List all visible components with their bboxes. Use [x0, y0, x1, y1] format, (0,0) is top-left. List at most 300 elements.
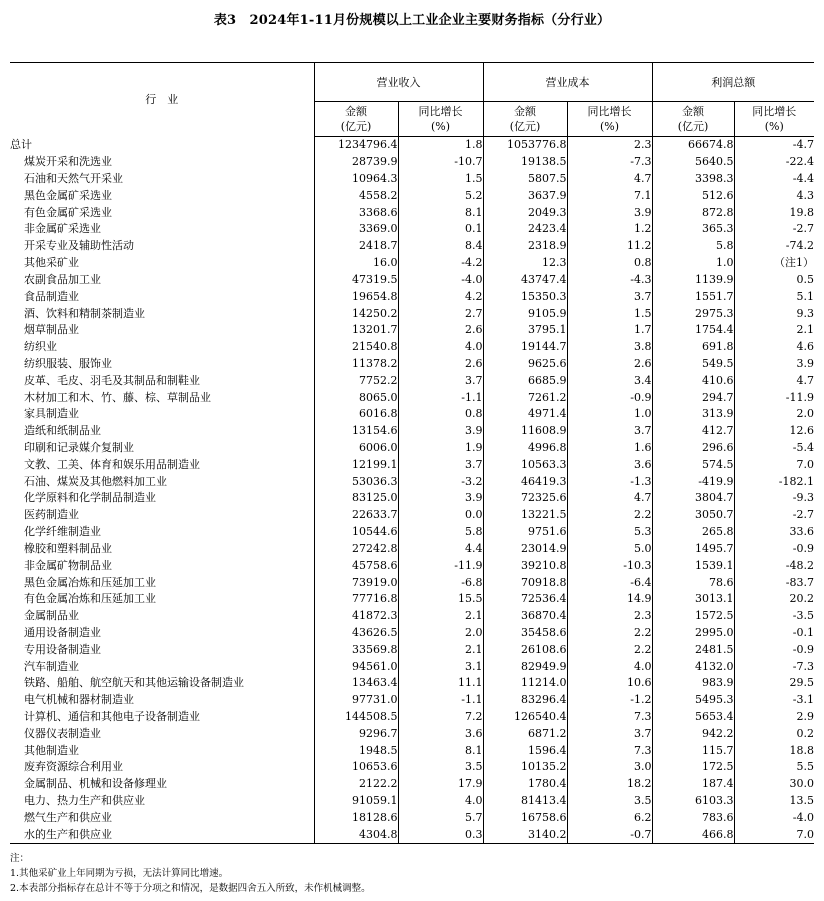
profit-amount-cell: 466.8	[652, 826, 734, 843]
table-row	[10, 608, 814, 625]
profit-growth-header: 同比增长 (%)	[734, 102, 814, 137]
industry-name: 有色金属矿采选业	[24, 205, 112, 219]
profit-amount-cell: 2995.0	[652, 625, 734, 642]
profit-amount-cell: 2975.3	[652, 305, 734, 322]
table-row	[10, 288, 814, 305]
profit-growth-cell: 13.5	[734, 793, 814, 810]
profit-amount-cell: 3398.3	[652, 171, 734, 188]
cost-growth-cell: -0.7	[567, 826, 652, 843]
profit-amount-cell: 1139.9	[652, 272, 734, 289]
revenue-amount-cell: 77716.8	[314, 591, 398, 608]
revenue-growth-cell: 2.1	[398, 608, 483, 625]
cost-growth-cell: 7.3	[567, 709, 652, 726]
profit-amount-cell: 5653.4	[652, 709, 734, 726]
industry-name: 印刷和记录媒介复制业	[24, 441, 134, 455]
cost-amount-cell: 5807.5	[483, 171, 567, 188]
revenue-growth-cell: 1.8	[398, 137, 483, 154]
profit-amount-cell: 5495.3	[652, 692, 734, 709]
profit-growth-cell: -83.7	[734, 574, 814, 591]
revenue-amount-cell: 13201.7	[314, 322, 398, 339]
revenue-growth-cell: 4.0	[398, 793, 483, 810]
table-row	[10, 137, 814, 154]
industry-name: 金属制品业	[24, 609, 79, 623]
industry-name: 化学原料和化学制品制造业	[24, 491, 156, 505]
revenue-growth-cell: 0.8	[398, 406, 483, 423]
revenue-growth-cell: -4.2	[398, 255, 483, 272]
industry-name: 文教、工美、体育和娱乐用品制造业	[24, 457, 200, 471]
table-row	[10, 742, 814, 759]
cost-growth-cell: 2.6	[567, 356, 652, 373]
profit-amount-cell: 549.5	[652, 356, 734, 373]
revenue-amount-cell: 9296.7	[314, 725, 398, 742]
profit-amount-cell: 294.7	[652, 389, 734, 406]
profit-growth-cell: -4.7	[734, 137, 814, 154]
cost-growth-cell: 3.7	[567, 288, 652, 305]
profit-growth-cell: 12.6	[734, 423, 814, 440]
profit-growth-cell: -2.7	[734, 507, 814, 524]
profit-growth-cell: -22.4	[734, 154, 814, 171]
table-row	[10, 154, 814, 171]
industry-name: 造纸和纸制品业	[24, 424, 101, 438]
cost-amount-cell: 7261.2	[483, 389, 567, 406]
industry-name: 铁路、船舶、航空航天和其他运输设备制造业	[24, 676, 244, 690]
profit-growth-cell: 7.0	[734, 826, 814, 843]
industry-name: 计算机、通信和其他电子设备制造业	[24, 710, 200, 724]
cost-amount-cell: 23014.9	[483, 541, 567, 558]
profit-growth-cell: -7.3	[734, 658, 814, 675]
table-row	[10, 725, 814, 742]
cost-amount-cell: 82949.9	[483, 658, 567, 675]
industry-name: 燃气生产和供应业	[24, 810, 112, 824]
profit-header: 利润总额	[652, 63, 814, 102]
revenue-growth-cell: 3.6	[398, 725, 483, 742]
profit-amount-cell: 512.6	[652, 187, 734, 204]
profit-amount-cell: 872.8	[652, 204, 734, 221]
cost-amount-cell: 11214.0	[483, 675, 567, 692]
cost-growth-cell: 4.7	[567, 490, 652, 507]
profit-amount-header: 金额 (亿元)	[652, 102, 734, 137]
revenue-growth-header: 同比增长 (%)	[398, 102, 483, 137]
revenue-growth-cell: -11.9	[398, 557, 483, 574]
cost-growth-cell: 4.0	[567, 658, 652, 675]
table-row	[10, 204, 814, 221]
revenue-amount-cell: 1234796.4	[314, 137, 398, 154]
cost-amount-cell: 11608.9	[483, 423, 567, 440]
industry-name: 家具制造业	[24, 407, 79, 421]
table-row	[10, 709, 814, 726]
revenue-amount-cell: 91059.1	[314, 793, 398, 810]
cost-growth-cell: -0.9	[567, 389, 652, 406]
cost-amount-cell: 39210.8	[483, 557, 567, 574]
profit-growth-cell: 33.6	[734, 524, 814, 541]
cost-growth-cell: 11.2	[567, 238, 652, 255]
revenue-amount-cell: 47319.5	[314, 272, 398, 289]
cost-growth-cell: 2.3	[567, 608, 652, 625]
revenue-amount-cell: 144508.5	[314, 709, 398, 726]
industry-name: 酒、饮料和精制茶制造业	[24, 306, 145, 320]
cost-growth-cell: 7.3	[567, 742, 652, 759]
cost-amount-cell: 70918.8	[483, 574, 567, 591]
cost-amount-cell: 2049.3	[483, 204, 567, 221]
revenue-growth-cell: -10.7	[398, 154, 483, 171]
table-row	[10, 507, 814, 524]
profit-growth-cell: 9.3	[734, 305, 814, 322]
table-row	[10, 557, 814, 574]
table-row	[10, 440, 814, 457]
cost-amount-cell: 43747.4	[483, 272, 567, 289]
profit-amount-cell: 66674.8	[652, 137, 734, 154]
profit-growth-cell: -0.1	[734, 625, 814, 642]
cost-amount-cell: 19138.5	[483, 154, 567, 171]
table-row	[10, 591, 814, 608]
profit-growth-cell: -11.9	[734, 389, 814, 406]
revenue-amount-cell: 10544.6	[314, 524, 398, 541]
revenue-amount-cell: 12199.1	[314, 456, 398, 473]
cost-growth-cell: 18.2	[567, 776, 652, 793]
table-row	[10, 625, 814, 642]
industry-name: 开采专业及辅助性活动	[24, 239, 134, 253]
cost-amount-cell: 4996.8	[483, 440, 567, 457]
industry-name: 食品制造业	[24, 289, 79, 303]
cost-amount-cell: 83296.4	[483, 692, 567, 709]
cost-amount-cell: 16758.6	[483, 810, 567, 827]
table-row	[10, 272, 814, 289]
industry-name: 石油和天然气开采业	[24, 172, 123, 186]
profit-amount-cell: 942.2	[652, 725, 734, 742]
industry-name: 化学纤维制造业	[24, 525, 101, 539]
industry-name: 专用设备制造业	[24, 642, 101, 656]
profit-amount-cell: 983.9	[652, 675, 734, 692]
profit-growth-cell: 20.2	[734, 591, 814, 608]
cost-growth-cell: 3.9	[567, 204, 652, 221]
revenue-amount-cell: 6016.8	[314, 406, 398, 423]
cost-growth-cell: 3.7	[567, 423, 652, 440]
industry-header: 行 业	[10, 63, 314, 137]
footnotes	[10, 851, 371, 896]
table-row	[10, 322, 814, 339]
cost-growth-cell: 1.7	[567, 322, 652, 339]
table-row	[10, 356, 814, 373]
revenue-growth-cell: 0.0	[398, 507, 483, 524]
industry-name: 汽车制造业	[24, 659, 79, 673]
industry-name: 医药制造业	[24, 508, 79, 522]
cost-amount-cell: 3795.1	[483, 322, 567, 339]
revenue-amount-cell: 13154.6	[314, 423, 398, 440]
cost-growth-cell: -10.3	[567, 557, 652, 574]
cost-amount-cell: 6871.2	[483, 725, 567, 742]
profit-amount-cell: 574.5	[652, 456, 734, 473]
cost-amount-cell: 6685.9	[483, 372, 567, 389]
revenue-growth-cell: 0.3	[398, 826, 483, 843]
profit-growth-cell: 7.0	[734, 456, 814, 473]
revenue-amount-cell: 10964.3	[314, 171, 398, 188]
revenue-amount-cell: 19654.8	[314, 288, 398, 305]
cost-growth-cell: -7.3	[567, 154, 652, 171]
profit-growth-cell: 4.7	[734, 372, 814, 389]
cost-growth-cell: 6.2	[567, 810, 652, 827]
revenue-growth-cell: -1.1	[398, 692, 483, 709]
profit-amount-cell: -419.9	[652, 473, 734, 490]
cost-growth-cell: 3.7	[567, 725, 652, 742]
table-row	[10, 389, 814, 406]
cost-amount-cell: 19144.7	[483, 339, 567, 356]
profit-growth-cell: 5.5	[734, 759, 814, 776]
cost-amount-cell: 1780.4	[483, 776, 567, 793]
profit-amount-cell: 1551.7	[652, 288, 734, 305]
cost-growth-cell: -1.2	[567, 692, 652, 709]
cost-growth-cell: 3.8	[567, 339, 652, 356]
table-row	[10, 305, 814, 322]
cost-amount-cell: 3140.2	[483, 826, 567, 843]
cost-growth-cell: -6.4	[567, 574, 652, 591]
profit-growth-cell: 19.8	[734, 204, 814, 221]
revenue-header: 营业收入	[314, 63, 483, 102]
revenue-growth-cell: 1.9	[398, 440, 483, 457]
revenue-growth-cell: 4.0	[398, 339, 483, 356]
profit-amount-cell: 1.0	[652, 255, 734, 272]
cost-amount-cell: 81413.4	[483, 793, 567, 810]
revenue-growth-cell: 17.9	[398, 776, 483, 793]
revenue-growth-cell: 4.4	[398, 541, 483, 558]
revenue-growth-cell: 2.7	[398, 305, 483, 322]
profit-amount-cell: 783.6	[652, 810, 734, 827]
table-row	[10, 221, 814, 238]
profit-growth-cell: 18.8	[734, 742, 814, 759]
cost-growth-cell: 2.2	[567, 625, 652, 642]
cost-amount-cell: 3637.9	[483, 187, 567, 204]
revenue-amount-cell: 2418.7	[314, 238, 398, 255]
profit-amount-cell: 1572.5	[652, 608, 734, 625]
profit-amount-cell: 265.8	[652, 524, 734, 541]
revenue-growth-cell: 11.1	[398, 675, 483, 692]
industry-name: 煤炭开采和洗选业	[24, 155, 112, 169]
revenue-amount-cell: 3368.6	[314, 204, 398, 221]
cost-growth-cell: 3.0	[567, 759, 652, 776]
cost-amount-cell: 13221.5	[483, 507, 567, 524]
industry-name: 非金属矿物制品业	[24, 558, 112, 572]
table-row	[10, 675, 814, 692]
profit-growth-cell: -0.9	[734, 541, 814, 558]
profit-growth-cell: -182.1	[734, 473, 814, 490]
table-row	[10, 238, 814, 255]
industry-name: 废弃资源综合利用业	[24, 760, 123, 774]
cost-growth-cell: 1.6	[567, 440, 652, 457]
cost-amount-cell: 126540.4	[483, 709, 567, 726]
industry-name: 烟草制品业	[24, 323, 79, 337]
revenue-amount-cell: 10653.6	[314, 759, 398, 776]
revenue-growth-cell: 3.7	[398, 372, 483, 389]
industry-name: 电气机械和器材制造业	[24, 693, 134, 707]
profit-amount-cell: 78.6	[652, 574, 734, 591]
cost-amount-cell: 46419.3	[483, 473, 567, 490]
table-row	[10, 372, 814, 389]
profit-amount-cell: 4132.0	[652, 658, 734, 675]
revenue-amount-cell: 43626.5	[314, 625, 398, 642]
revenue-growth-cell: -6.8	[398, 574, 483, 591]
table-row	[10, 524, 814, 541]
revenue-growth-cell: 0.1	[398, 221, 483, 238]
cost-amount-cell: 9751.6	[483, 524, 567, 541]
industry-name: 农副食品加工业	[24, 272, 101, 286]
profit-amount-cell: 410.6	[652, 372, 734, 389]
profit-growth-cell: 4.3	[734, 187, 814, 204]
revenue-amount-cell: 3369.0	[314, 221, 398, 238]
profit-amount-cell: 6103.3	[652, 793, 734, 810]
revenue-growth-cell: 7.2	[398, 709, 483, 726]
cost-growth-cell: 2.3	[567, 137, 652, 154]
revenue-growth-cell: 8.4	[398, 238, 483, 255]
revenue-growth-cell: 1.5	[398, 171, 483, 188]
note-1: 1.其他采矿业上年同期为亏损，无法计算同比增速。	[10, 868, 229, 879]
industry-name: 石油、煤炭及其他燃料加工业	[24, 474, 167, 488]
profit-growth-cell: 5.1	[734, 288, 814, 305]
table-row	[10, 541, 814, 558]
cost-amount-cell: 35458.6	[483, 625, 567, 642]
revenue-amount-cell: 18128.6	[314, 810, 398, 827]
table-row	[10, 406, 814, 423]
cost-growth-cell: 2.2	[567, 507, 652, 524]
cost-amount-cell: 12.3	[483, 255, 567, 272]
profit-amount-cell: 691.8	[652, 339, 734, 356]
profit-amount-cell: 365.3	[652, 221, 734, 238]
note-2: 2.本表部分指标存在总计不等于分项之和情况，是数据四舍五入所致，未作机械调整。	[10, 883, 371, 894]
industry-name: 纺织服装、服饰业	[24, 356, 112, 370]
cost-growth-cell: 10.6	[567, 675, 652, 692]
industry-name: 橡胶和塑料制品业	[24, 541, 112, 555]
revenue-amount-cell: 7752.2	[314, 372, 398, 389]
revenue-amount-cell: 45758.6	[314, 557, 398, 574]
revenue-growth-cell: 3.1	[398, 658, 483, 675]
industry-name: 金属制品、机械和设备修理业	[24, 777, 167, 791]
revenue-amount-cell: 6006.0	[314, 440, 398, 457]
cost-amount-header: 金额 (亿元)	[483, 102, 567, 137]
profit-amount-cell: 3050.7	[652, 507, 734, 524]
profit-growth-cell: 2.9	[734, 709, 814, 726]
revenue-amount-cell: 83125.0	[314, 490, 398, 507]
profit-amount-cell: 172.5	[652, 759, 734, 776]
industry-name: 木材加工和木、竹、藤、棕、草制品业	[24, 390, 211, 404]
revenue-amount-cell: 14250.2	[314, 305, 398, 322]
profit-growth-cell: 3.9	[734, 356, 814, 373]
industry-name: 其他采矿业	[24, 256, 79, 270]
cost-growth-cell: 3.6	[567, 456, 652, 473]
revenue-amount-cell: 94561.0	[314, 658, 398, 675]
revenue-growth-cell: 2.6	[398, 322, 483, 339]
revenue-growth-cell: -1.1	[398, 389, 483, 406]
cost-amount-cell: 1053776.8	[483, 137, 567, 154]
cost-growth-cell: 2.2	[567, 641, 652, 658]
table-row	[10, 810, 814, 827]
table-row	[10, 423, 814, 440]
profit-growth-cell: 4.6	[734, 339, 814, 356]
cost-growth-cell: 1.0	[567, 406, 652, 423]
profit-amount-cell: 2481.5	[652, 641, 734, 658]
profit-amount-cell: 313.9	[652, 406, 734, 423]
cost-growth-cell: 14.9	[567, 591, 652, 608]
cost-amount-cell: 15350.3	[483, 288, 567, 305]
revenue-amount-header: 金额 (亿元)	[314, 102, 398, 137]
revenue-amount-cell: 1948.5	[314, 742, 398, 759]
revenue-growth-cell: -3.2	[398, 473, 483, 490]
profit-growth-cell: 0.5	[734, 272, 814, 289]
cost-header: 营业成本	[483, 63, 652, 102]
revenue-amount-cell: 16.0	[314, 255, 398, 272]
industry-name: 仪器仪表制造业	[24, 726, 101, 740]
table-row	[10, 776, 814, 793]
profit-growth-cell: -4.0	[734, 810, 814, 827]
cost-amount-cell: 4971.4	[483, 406, 567, 423]
cost-growth-cell: 3.5	[567, 793, 652, 810]
cost-growth-cell: -1.3	[567, 473, 652, 490]
industry-name: 水的生产和供应业	[10, 826, 314, 843]
profit-amount-cell: 1754.4	[652, 322, 734, 339]
revenue-growth-cell: 2.1	[398, 641, 483, 658]
table-row	[10, 339, 814, 356]
profit-growth-cell: 0.2	[734, 725, 814, 742]
revenue-growth-cell: 5.8	[398, 524, 483, 541]
cost-amount-cell: 9625.6	[483, 356, 567, 373]
revenue-amount-cell: 22633.7	[314, 507, 398, 524]
industry-name: 总计	[10, 138, 32, 152]
revenue-growth-cell: 5.2	[398, 187, 483, 204]
industry-name: 有色金属冶炼和压延加工业	[24, 592, 156, 606]
notes-label: 注：	[10, 853, 30, 864]
cost-amount-cell: 1596.4	[483, 742, 567, 759]
cost-growth-header: 同比增长 (%)	[567, 102, 652, 137]
revenue-amount-cell: 97731.0	[314, 692, 398, 709]
cost-amount-cell: 72536.4	[483, 591, 567, 608]
cost-amount-cell: 9105.9	[483, 305, 567, 322]
industry-name: 通用设备制造业	[24, 625, 101, 639]
industry-name: 纺织业	[24, 340, 57, 354]
cost-growth-cell: 1.2	[567, 221, 652, 238]
cost-amount-cell: 26108.6	[483, 641, 567, 658]
profit-amount-cell: 296.6	[652, 440, 734, 457]
cost-growth-cell: 4.7	[567, 171, 652, 188]
cost-amount-cell: 72325.6	[483, 490, 567, 507]
industry-name: 其他制造业	[24, 743, 79, 757]
profit-growth-cell: （注1）	[734, 255, 814, 272]
revenue-growth-cell: 4.2	[398, 288, 483, 305]
revenue-growth-cell: 15.5	[398, 591, 483, 608]
table-row	[10, 574, 814, 591]
table-row	[10, 255, 814, 272]
profit-growth-cell: 2.0	[734, 406, 814, 423]
table-row	[10, 187, 814, 204]
profit-amount-cell: 187.4	[652, 776, 734, 793]
profit-growth-cell: 2.1	[734, 322, 814, 339]
cost-growth-cell: 5.0	[567, 541, 652, 558]
revenue-growth-cell: 2.0	[398, 625, 483, 642]
revenue-growth-cell: 3.5	[398, 759, 483, 776]
cost-amount-cell: 10135.2	[483, 759, 567, 776]
cost-amount-cell: 10563.3	[483, 456, 567, 473]
revenue-amount-cell: 28739.9	[314, 154, 398, 171]
table-title: 表3 2024年1-11月份规模以上工业企业主要财务指标（分行业）	[213, 13, 611, 28]
table-row	[10, 641, 814, 658]
industry-name: 黑色金属矿采选业	[24, 188, 112, 202]
table-row	[10, 826, 814, 843]
revenue-amount-cell: 73919.0	[314, 574, 398, 591]
revenue-growth-cell: 5.7	[398, 810, 483, 827]
industry-name: 皮革、毛皮、羽毛及其制品和制鞋业	[24, 373, 200, 387]
profit-amount-cell: 412.7	[652, 423, 734, 440]
revenue-growth-cell: 8.1	[398, 742, 483, 759]
cost-growth-cell: 0.8	[567, 255, 652, 272]
profit-amount-cell: 1539.1	[652, 557, 734, 574]
profit-growth-cell: -74.2	[734, 238, 814, 255]
revenue-growth-cell: 3.7	[398, 456, 483, 473]
